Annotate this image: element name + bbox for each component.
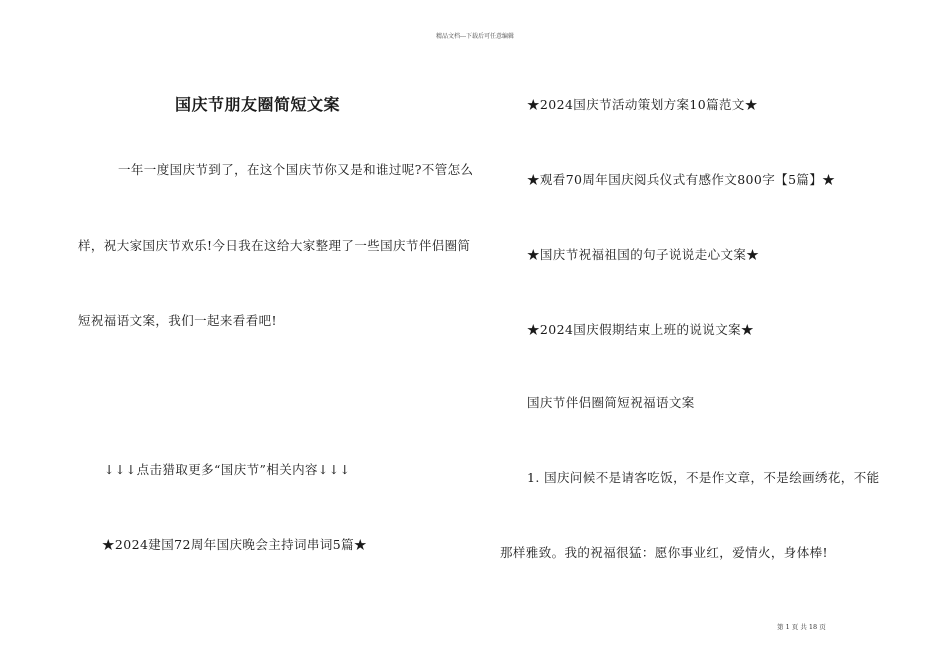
section-title: 国庆节伴侣圈简短祝福语文案 <box>527 395 695 410</box>
document-title: 国庆节朋友圈简短文案 <box>175 95 341 114</box>
related-article-link-3[interactable]: ★观看70周年国庆阅兵仪式有感作文800字【5篇】★ <box>527 172 836 187</box>
related-article-link-2[interactable]: ★2024国庆节活动策划方案10篇范文★ <box>527 97 758 112</box>
blessing-item-1-line-2: 那样雅致。我的祝福很猛：愿你事业红，爱情火，身体棒! <box>500 545 828 560</box>
page-number: 第 1 页 共 18 页 <box>777 623 826 631</box>
related-article-link-1[interactable]: ★2024建国72周年国庆晚会主持词串词5篇★ <box>102 537 367 552</box>
related-article-link-5[interactable]: ★2024国庆假期结束上班的说说文案★ <box>527 322 754 337</box>
blessing-item-1-line-1: 1. 国庆问候不是请客吃饭，不是作文章，不是绘画绣花，不能 <box>527 470 880 485</box>
related-article-link-4[interactable]: ★国庆节祝福祖国的句子说说走心文案★ <box>527 247 760 262</box>
intro-line-2: 样，祝大家国庆节欢乐!今日我在这给大家整理了一些国庆节伴侣圈简 <box>78 238 471 253</box>
more-content-link[interactable]: ↓↓↓点击猎取更多“国庆节”相关内容↓↓↓ <box>104 462 351 477</box>
page-header: 精品文档---下载后可任意编辑 <box>435 33 515 40</box>
intro-line-3: 短祝福语文案，我们一起来看看吧! <box>78 313 277 328</box>
intro-line-1: 一年一度国庆节到了，在这个国庆节你又是和谁过呢?不管怎么 <box>118 162 474 177</box>
